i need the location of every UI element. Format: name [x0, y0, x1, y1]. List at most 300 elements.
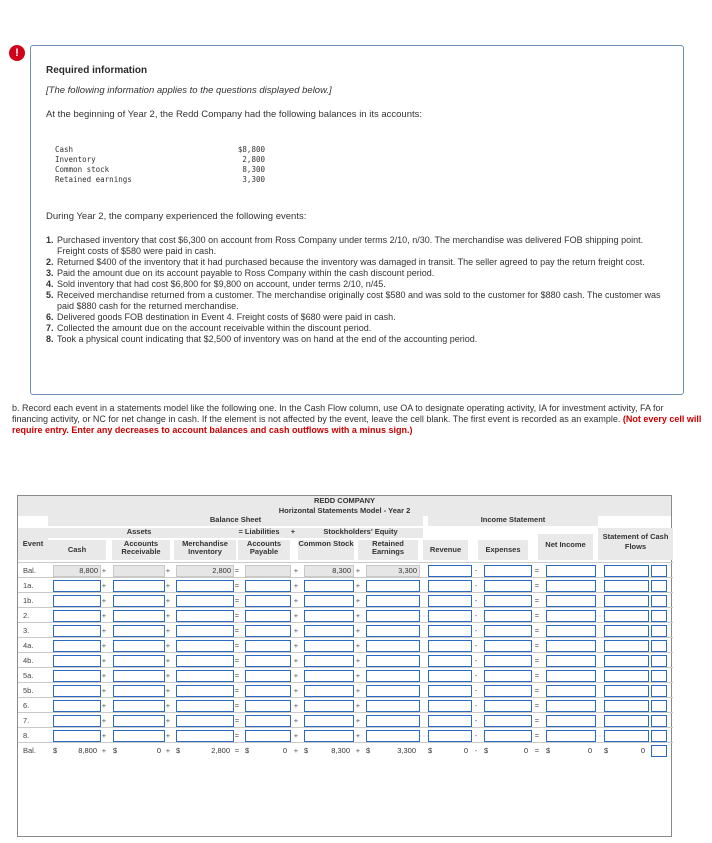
entry-input[interactable] [304, 715, 354, 727]
row-label: Bal. [23, 566, 36, 575]
row-label: 5b. [23, 686, 34, 695]
entry-input[interactable] [651, 580, 667, 592]
entry-input[interactable] [176, 655, 234, 667]
operator-sign: = [234, 731, 240, 740]
entry-input[interactable] [176, 640, 234, 652]
beginning-balance-cell: 8,800 [53, 565, 101, 577]
ending-balance-row [18, 742, 673, 757]
entry-input[interactable] [546, 730, 596, 742]
balance-row [55, 175, 265, 185]
entry-input[interactable] [366, 610, 420, 622]
entry-input[interactable] [53, 715, 101, 727]
entry-input[interactable] [546, 715, 596, 727]
balance-sheet-header: Balance Sheet [48, 516, 423, 526]
entry-input[interactable] [604, 640, 649, 652]
entry-input[interactable] [113, 610, 165, 622]
entry-input[interactable] [304, 625, 354, 637]
entry-input[interactable] [651, 640, 667, 652]
ending-balance-value: 8,800 [78, 746, 97, 755]
operator-sign: + [101, 656, 107, 665]
currency-symbol: $ [304, 746, 309, 755]
operator-sign: + [165, 566, 171, 575]
operator-sign: + [355, 701, 361, 710]
operator-sign: + [355, 671, 361, 680]
entry-input[interactable] [53, 640, 101, 652]
event-item [46, 290, 671, 312]
operator-sign: + [101, 716, 107, 725]
operator-sign: + [293, 566, 299, 575]
instructions [12, 403, 702, 436]
entry-input[interactable] [176, 700, 234, 712]
entry-input[interactable] [245, 595, 291, 607]
entry-input[interactable] [546, 625, 596, 637]
operator-sign: + [101, 701, 107, 710]
entry-input[interactable] [604, 595, 649, 607]
beginning-balance-cell: 8,300 [304, 565, 354, 577]
operator-sign: + [293, 731, 299, 740]
operator-sign: = [234, 701, 240, 710]
operator-sign: + [355, 746, 361, 755]
entry-input[interactable] [428, 685, 472, 697]
entry-input[interactable] [651, 565, 667, 577]
operator-sign: = [234, 566, 240, 575]
operator-sign: - [474, 686, 478, 695]
entry-input[interactable] [604, 610, 649, 622]
entry-input[interactable] [604, 700, 649, 712]
operator-sign: = [234, 581, 240, 590]
event-item [46, 323, 671, 334]
entry-input[interactable] [245, 730, 291, 742]
operator-sign: = [534, 701, 540, 710]
entry-input[interactable] [428, 580, 472, 592]
event-text: Returned $400 of the inventory that it had purchased because the inventory was damaged in transit. The seller agreed to pay the return freight cost. [57, 257, 645, 267]
model-title: Horizontal Statements Model - Year 2 [278, 506, 411, 515]
entry-input[interactable] [245, 700, 291, 712]
event-number: 6. [46, 312, 54, 322]
entry-input[interactable] [546, 565, 596, 577]
row-label: 8. [23, 731, 30, 740]
entry-input[interactable] [604, 670, 649, 682]
entry-input[interactable] [546, 685, 596, 697]
event-item [46, 268, 671, 279]
entry-input[interactable] [651, 625, 667, 637]
expenses-header: Expenses [478, 540, 528, 560]
operator-sign: + [101, 626, 107, 635]
entry-input[interactable] [113, 625, 165, 637]
entry-input[interactable] [304, 700, 354, 712]
row-label: 7. [23, 716, 30, 725]
operator-sign: + [293, 581, 299, 590]
inventory-header: Merchandise Inventory [174, 540, 236, 560]
income-statement-header: Income Statement [428, 516, 598, 526]
entry-input[interactable] [245, 670, 291, 682]
entry-input[interactable] [428, 610, 472, 622]
instructions-text: b. Record each event in a statements model like the following one. In the Cash Flow column, use OA to designate operating activity, IA for investment activity, FA for financing activity, or NC for net change in cash. If the element is not affected by the event, leave the cell blank. The first event is recorded as an example. [12, 403, 664, 424]
entry-input[interactable] [651, 730, 667, 742]
operator-sign: = [234, 746, 240, 755]
entry-input[interactable] [53, 625, 101, 637]
operator-sign: = [534, 746, 540, 755]
entry-input[interactable] [245, 625, 291, 637]
balance-amount: 3,300 [242, 175, 265, 184]
entry-input[interactable] [366, 685, 420, 697]
balance-name: Retained earnings [55, 175, 132, 184]
entry-input[interactable] [604, 685, 649, 697]
currency-symbol: $ [546, 746, 551, 755]
entry-input[interactable] [53, 610, 101, 622]
operator-sign: + [355, 731, 361, 740]
operator-sign: = [534, 731, 540, 740]
operator-sign: - [474, 626, 478, 635]
alert-icon: ! [9, 45, 25, 61]
entry-input[interactable] [176, 610, 234, 622]
event-row-1b [18, 592, 673, 607]
operator-sign: + [293, 596, 299, 605]
operator-sign: = [534, 686, 540, 695]
entry-input[interactable] [428, 640, 472, 652]
entry-input[interactable] [366, 625, 420, 637]
ending-balance-value: 8,300 [331, 746, 350, 755]
entry-input[interactable] [546, 670, 596, 682]
entry-input[interactable] [304, 670, 354, 682]
entry-input[interactable] [484, 670, 532, 682]
entry-input[interactable] [651, 670, 667, 682]
balance-row [55, 165, 265, 175]
entry-input[interactable] [366, 715, 420, 727]
balance-amount: 2,800 [242, 155, 265, 164]
statements-model [17, 495, 672, 837]
entry-input[interactable] [484, 610, 532, 622]
revenue-header: Revenue [423, 540, 468, 560]
event-number: 5. [46, 290, 54, 300]
entry-input[interactable] [366, 670, 420, 682]
operator-sign: + [293, 716, 299, 725]
event-item [46, 257, 671, 268]
operator-sign: - [474, 641, 478, 650]
entry-input[interactable] [113, 640, 165, 652]
entry-input[interactable] [484, 625, 532, 637]
entry-input[interactable] [366, 655, 420, 667]
entry-input[interactable] [546, 640, 596, 652]
entry-input[interactable] [428, 730, 472, 742]
entry-input[interactable] [176, 595, 234, 607]
ending-balance-value: 0 [523, 746, 528, 755]
currency-symbol: $ [366, 746, 371, 755]
event-item [46, 235, 671, 257]
currency-symbol: $ [113, 746, 118, 755]
beginning-balance-cell [113, 565, 165, 577]
entry-input[interactable] [651, 685, 667, 697]
entry-input[interactable] [651, 715, 667, 727]
entry-input[interactable] [366, 640, 420, 652]
entry-input[interactable] [304, 640, 354, 652]
operator-sign: = [534, 716, 540, 725]
entry-input[interactable] [53, 595, 101, 607]
entry-input[interactable] [484, 730, 532, 742]
entry-input[interactable] [604, 655, 649, 667]
entry-input[interactable] [53, 700, 101, 712]
entry-input[interactable] [245, 655, 291, 667]
ending-balance-value: 0 [463, 746, 468, 755]
balance-name: Cash [55, 145, 74, 154]
equity-plus-sign: + [288, 528, 298, 538]
entry-input[interactable] [546, 595, 596, 607]
operator-sign: + [101, 566, 107, 575]
operator-sign: + [355, 641, 361, 650]
operator-sign: - [474, 716, 478, 725]
event-row-4a [18, 637, 673, 652]
liabilities-header: = Liabilities [230, 528, 288, 538]
entry-input[interactable] [113, 730, 165, 742]
event-number: 2. [46, 257, 54, 267]
entry-input[interactable] [484, 595, 532, 607]
operator-sign: + [101, 731, 107, 740]
entry-input[interactable] [651, 595, 667, 607]
event-number: 1. [46, 235, 54, 245]
entry-input[interactable] [366, 580, 420, 592]
operator-sign: + [165, 626, 171, 635]
entry-input[interactable] [484, 565, 532, 577]
entry-input[interactable] [304, 685, 354, 697]
operator-sign: + [293, 626, 299, 635]
operator-sign: = [234, 626, 240, 635]
event-row-3 [18, 622, 673, 637]
row-label: 1b. [23, 596, 34, 605]
event-number: 4. [46, 279, 54, 289]
entry-input[interactable] [484, 715, 532, 727]
operator-sign: = [534, 626, 540, 635]
operator-sign: = [534, 671, 540, 680]
operator-sign: - [474, 671, 478, 680]
event-item [46, 334, 671, 345]
entry-input[interactable] [113, 700, 165, 712]
entry-input[interactable] [651, 700, 667, 712]
operator-sign: = [234, 716, 240, 725]
entry-input[interactable] [604, 565, 649, 577]
row-label: 2. [23, 611, 30, 620]
currency-symbol: $ [53, 746, 58, 755]
operator-sign: = [534, 656, 540, 665]
operator-sign: - [474, 566, 478, 575]
entry-input[interactable] [604, 625, 649, 637]
entry-input[interactable] [604, 715, 649, 727]
operator-sign: + [101, 641, 107, 650]
company-name: REDD COMPANY [313, 496, 376, 505]
operator-sign: + [165, 671, 171, 680]
entry-input[interactable] [546, 655, 596, 667]
operator-sign: = [534, 641, 540, 650]
model-header [18, 496, 671, 516]
entry-input[interactable] [304, 655, 354, 667]
ending-balance-value: 3,300 [397, 746, 416, 755]
row-label: Bal. [23, 746, 36, 755]
ending-balance-value: 2,800 [211, 746, 230, 755]
row-label: 4b. [23, 656, 34, 665]
operator-sign: - [474, 596, 478, 605]
entry-input[interactable] [245, 640, 291, 652]
entry-input[interactable] [304, 610, 354, 622]
operator-sign: - [474, 731, 478, 740]
entry-input[interactable] [53, 685, 101, 697]
entry-input[interactable] [53, 655, 101, 667]
entry-input[interactable] [428, 670, 472, 682]
operator-sign: = [534, 611, 540, 620]
operator-sign: + [355, 596, 361, 605]
row-label: 5a. [23, 671, 34, 680]
entry-input[interactable] [176, 730, 234, 742]
info-title: Required information [46, 65, 148, 76]
entry-input[interactable] [113, 655, 165, 667]
entry-input[interactable] [428, 655, 472, 667]
operator-sign: + [101, 596, 107, 605]
operator-sign: + [355, 626, 361, 635]
entry-input[interactable] [245, 685, 291, 697]
operator-sign: + [165, 656, 171, 665]
operator-sign: + [355, 581, 361, 590]
operator-sign: + [165, 611, 171, 620]
operator-sign: + [293, 686, 299, 695]
operator-sign: + [165, 716, 171, 725]
event-number: 8. [46, 334, 54, 344]
operator-sign: + [293, 641, 299, 650]
entry-input[interactable] [176, 670, 234, 682]
ap-header: Accounts Payable [238, 540, 290, 560]
entry-input[interactable] [245, 610, 291, 622]
operator-sign: = [534, 581, 540, 590]
stockholders-equity-header: Stockholders' Equity [298, 528, 423, 538]
entry-input[interactable] [176, 715, 234, 727]
operator-sign: = [234, 641, 240, 650]
events-list [46, 235, 671, 345]
entry-input[interactable] [304, 730, 354, 742]
entry-input[interactable] [113, 595, 165, 607]
event-text: Collected the amount due on the account receivable within the discount period. [57, 323, 372, 333]
operator-sign: + [293, 701, 299, 710]
operator-sign: + [165, 731, 171, 740]
operator-sign: + [293, 671, 299, 680]
event-item [46, 279, 671, 290]
entry-input[interactable] [484, 580, 532, 592]
ending-balance-value: 0 [640, 746, 645, 755]
entry-input[interactable] [176, 685, 234, 697]
operator-sign: + [101, 746, 107, 755]
entry-input[interactable] [428, 565, 472, 577]
entry-input[interactable] [366, 595, 420, 607]
ending-balance-value: 0 [587, 746, 592, 755]
operator-sign: + [165, 701, 171, 710]
entry-input[interactable] [366, 730, 420, 742]
operator-sign: = [234, 686, 240, 695]
entry-input[interactable] [484, 655, 532, 667]
operator-sign: = [234, 611, 240, 620]
event-text: Sold inventory that had cost $6,800 for $9,800 on account, under terms 2/10, n/45. [57, 279, 386, 289]
entry-input[interactable] [604, 580, 649, 592]
entry-input[interactable] [113, 685, 165, 697]
entry-input[interactable] [176, 625, 234, 637]
operator-sign: = [534, 566, 540, 575]
entry-input[interactable] [304, 595, 354, 607]
entry-input[interactable] [245, 580, 291, 592]
entry-input[interactable] [546, 580, 596, 592]
entry-input[interactable] [113, 670, 165, 682]
row-label: 3. [23, 626, 30, 635]
event-text: Received merchandise returned from a customer. The merchandise originally cost $580 and was sold to the customer for $880 cash. The customer was paid $880 cash for the returned merchandise. [57, 290, 661, 311]
cash-header: Cash [48, 540, 106, 560]
info-note: [The following information applies to the questions displayed below.] [46, 85, 332, 96]
entry-input[interactable] [428, 625, 472, 637]
ending-balance-value: 0 [282, 746, 287, 755]
operator-sign: + [165, 686, 171, 695]
event-row-4b [18, 652, 673, 667]
currency-symbol: $ [176, 746, 181, 755]
entry-input[interactable] [428, 595, 472, 607]
row-label: 1a. [23, 581, 34, 590]
entry-input[interactable] [546, 700, 596, 712]
balance-name: Inventory [55, 155, 96, 164]
assets-header: Assets [48, 528, 230, 538]
operator-sign: - [474, 656, 478, 665]
entry-input[interactable] [651, 745, 667, 757]
operator-sign: - [474, 701, 478, 710]
events-intro: During Year 2, the company experienced the following events: [46, 211, 307, 222]
operator-sign: + [165, 746, 171, 755]
entry-input[interactable] [53, 580, 101, 592]
entry-input[interactable] [113, 715, 165, 727]
entry-input[interactable] [546, 610, 596, 622]
operator-sign: + [355, 566, 361, 575]
row-label: 6. [23, 701, 30, 710]
entry-input[interactable] [651, 655, 667, 667]
operator-sign: + [101, 671, 107, 680]
operator-sign: = [234, 671, 240, 680]
entry-input[interactable] [428, 715, 472, 727]
instructions-warning: (Not every cell will require entry. Enter any decreases to account balances and cash outflows with a minus sign.) [12, 414, 702, 435]
event-item [46, 312, 671, 323]
entry-input[interactable] [53, 730, 101, 742]
entry-input[interactable] [113, 580, 165, 592]
operator-sign: = [234, 656, 240, 665]
entry-input[interactable] [366, 700, 420, 712]
event-row-7 [18, 712, 673, 727]
entry-input[interactable] [245, 715, 291, 727]
entry-input[interactable] [53, 670, 101, 682]
retained-earnings-header: Retained Earnings [358, 540, 418, 560]
event-text: Took a physical count indicating that $2,500 of inventory was on hand at the end of the accounting period. [57, 334, 478, 344]
beginning-balance-cell: 2,800 [176, 565, 234, 577]
beginning-balance-cell [245, 565, 291, 577]
event-text: Paid the amount due on its account payable to Ross Company within the cash discount period. [57, 268, 435, 278]
balance-name: Common stock [55, 165, 110, 174]
beginning-balance-row [18, 562, 673, 577]
entry-input[interactable] [484, 685, 532, 697]
operator-sign: + [165, 641, 171, 650]
entry-input[interactable] [651, 610, 667, 622]
cash-flows-header: Statement of Cash Flows [598, 528, 673, 560]
event-row-5b [18, 682, 673, 697]
balance-amount: $8,800 [237, 145, 265, 154]
entry-input[interactable] [176, 580, 234, 592]
currency-symbol: $ [428, 746, 433, 755]
entry-input[interactable] [484, 640, 532, 652]
entry-input[interactable] [484, 700, 532, 712]
model-grid [18, 516, 671, 836]
balance-row [55, 155, 265, 165]
entry-input[interactable] [428, 700, 472, 712]
operator-sign: + [101, 611, 107, 620]
operator-sign: + [293, 656, 299, 665]
entry-input[interactable] [304, 580, 354, 592]
entry-input[interactable] [604, 730, 649, 742]
